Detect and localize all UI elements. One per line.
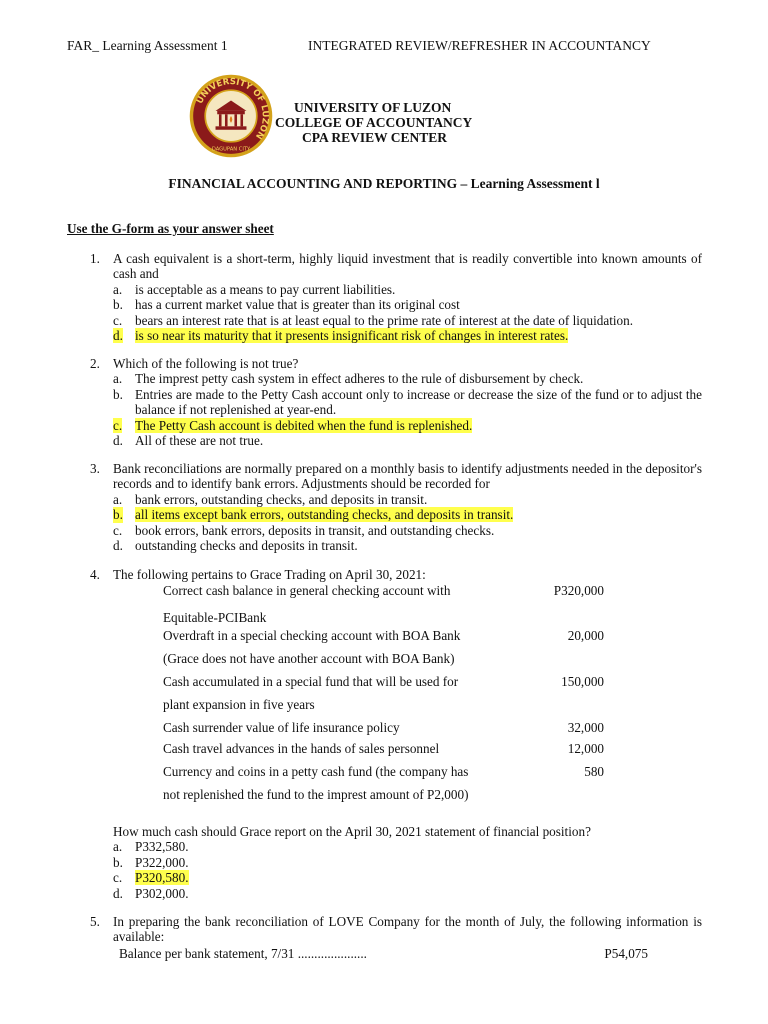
- highlighted-answer: The Petty Cash account is debited when the fund is replenished.: [135, 417, 473, 433]
- header-left: FAR_ Learning Assessment 1: [67, 38, 228, 53]
- question-number: 5.: [90, 914, 100, 929]
- question-2: [90, 356, 702, 448]
- q4-item-1-line-2: Equitable-PCIBank: [163, 610, 267, 625]
- q4-item-5-amount: 12,000: [567, 741, 604, 756]
- option-c: c. bears an interest rate that is at least equal to the prime rate of interest at the date of liquidation.: [113, 312, 634, 328]
- q4-item-6-line-1: Currency and coins in a petty cash fund (the company has: [163, 764, 469, 779]
- institution-line-3: CPA REVIEW CENTER: [302, 130, 448, 145]
- option-a: a. bank errors, outstanding checks, and deposits in transit.: [113, 491, 428, 507]
- logo-ring-text: UNIVERSITY OF LUZON: [195, 77, 270, 141]
- option-b: b. all items except bank errors, outstanding checks, and deposits in transit.: [113, 507, 514, 523]
- question-text: How much cash should Grace report on the April 30, 2021 statement of financial position?: [113, 824, 591, 839]
- q4-item-4: Cash surrender value of life insurance policy: [163, 720, 400, 735]
- question-text: Which of the following is not true?: [113, 356, 299, 371]
- option-b: b. has a current market value that is greater than its original cost: [113, 297, 460, 313]
- question-number: 1.: [90, 251, 100, 266]
- q4-item-2-line-1: Overdraft in a special checking account with BOA Bank: [163, 628, 461, 643]
- question-4-prompt: [90, 824, 702, 901]
- question-number: 4.: [90, 567, 100, 582]
- option-d: d. All of these are not true.: [113, 433, 264, 449]
- document-title: FINANCIAL ACCOUNTING AND REPORTING – Learning Assessment l: [168, 176, 600, 191]
- option-d: d. outstanding checks and deposits in transit.: [113, 538, 358, 554]
- question-number: 3.: [90, 461, 100, 476]
- question-4: [90, 567, 702, 582]
- q4-item-2-line-2: (Grace does not have another account with BOA Bank): [163, 651, 455, 666]
- q4-item-2-amount: 20,000: [567, 628, 604, 643]
- university-seal-logo: [188, 73, 274, 159]
- q4-item-6-amount: 580: [584, 764, 604, 779]
- option-c: c. book errors, bank errors, deposits in transit, and outstanding checks.: [113, 522, 495, 538]
- instruction: Use the G-form as your answer sheet: [67, 221, 274, 236]
- option-a: a. is acceptable as a means to pay current liabilities.: [113, 281, 396, 297]
- question-text: The following pertains to Grace Trading on April 30, 2021:: [113, 567, 426, 582]
- q4-item-6-line-2: not replenished the fund to the imprest amount of P2,000): [163, 787, 469, 802]
- q4-item-3-line-2: plant expansion in five years: [163, 697, 315, 712]
- question-5: [90, 914, 702, 945]
- question-3: [90, 461, 702, 553]
- q5-line-amount: P54,075: [604, 946, 648, 961]
- option-d: d. is so near its maturity that it presents insignificant risk of changes in interest rates.: [113, 328, 569, 344]
- question-text: In preparing the bank reconciliation of LOVE Company for the month of July, the following information is available:: [113, 914, 702, 945]
- question-text: A cash equivalent is a short-term, highly liquid investment that is readily convertible into known amounts of cash and: [113, 251, 702, 282]
- q4-item-3-line-1: Cash accumulated in a special fund that will be used for: [163, 674, 459, 689]
- highlighted-answer: P320,580.: [135, 870, 189, 886]
- option-a: a. The imprest petty cash system in effect adheres to the rule of disbursement by check.: [113, 371, 584, 387]
- question-text: Bank reconciliations are normally prepared on a monthly basis to identify adjustments needed in the depositor's records and to identify bank errors. Adjustments should be recorded for: [113, 461, 702, 492]
- q4-item-1-amount: P320,000: [553, 583, 604, 598]
- option-c: c. The Petty Cash account is debited when the fund is replenished.: [113, 417, 473, 433]
- option-c: c. P320,580.: [113, 870, 189, 886]
- option-d: d. P302,000.: [113, 885, 189, 901]
- header-right: INTEGRATED REVIEW/REFRESHER IN ACCOUNTANCY: [308, 38, 651, 53]
- option-b: b. P322,000.: [113, 854, 189, 870]
- q5-line-label: Balance per bank statement, 7/31 .....................: [119, 946, 367, 961]
- question-1: [90, 251, 702, 343]
- option-b: b. Entries are made to the Petty Cash account only to increase or decrease the size of the fund or to adjust the balance if not replenished at year-end.: [113, 386, 702, 418]
- question-number: 2.: [90, 356, 100, 371]
- institution-line-1: UNIVERSITY OF LUZON: [294, 100, 452, 115]
- institution-line-2: COLLEGE OF ACCOUNTANCY: [275, 115, 473, 130]
- q4-item-1-line-1: Correct cash balance in general checking account with: [163, 583, 451, 598]
- highlighted-answer: all items except bank errors, outstanding checks, and deposits in transit.: [135, 507, 514, 523]
- highlighted-answer: is so near its maturity that it presents insignificant risk of changes in interest rates.: [135, 328, 569, 344]
- logo-bottom-text: DAGUPAN CITY: [211, 146, 251, 153]
- option-a: a. P332,580.: [113, 839, 189, 855]
- q4-item-3-amount: 150,000: [561, 674, 604, 689]
- q4-item-5: Cash travel advances in the hands of sales personnel: [163, 741, 440, 756]
- q4-item-4-amount: 32,000: [567, 720, 604, 735]
